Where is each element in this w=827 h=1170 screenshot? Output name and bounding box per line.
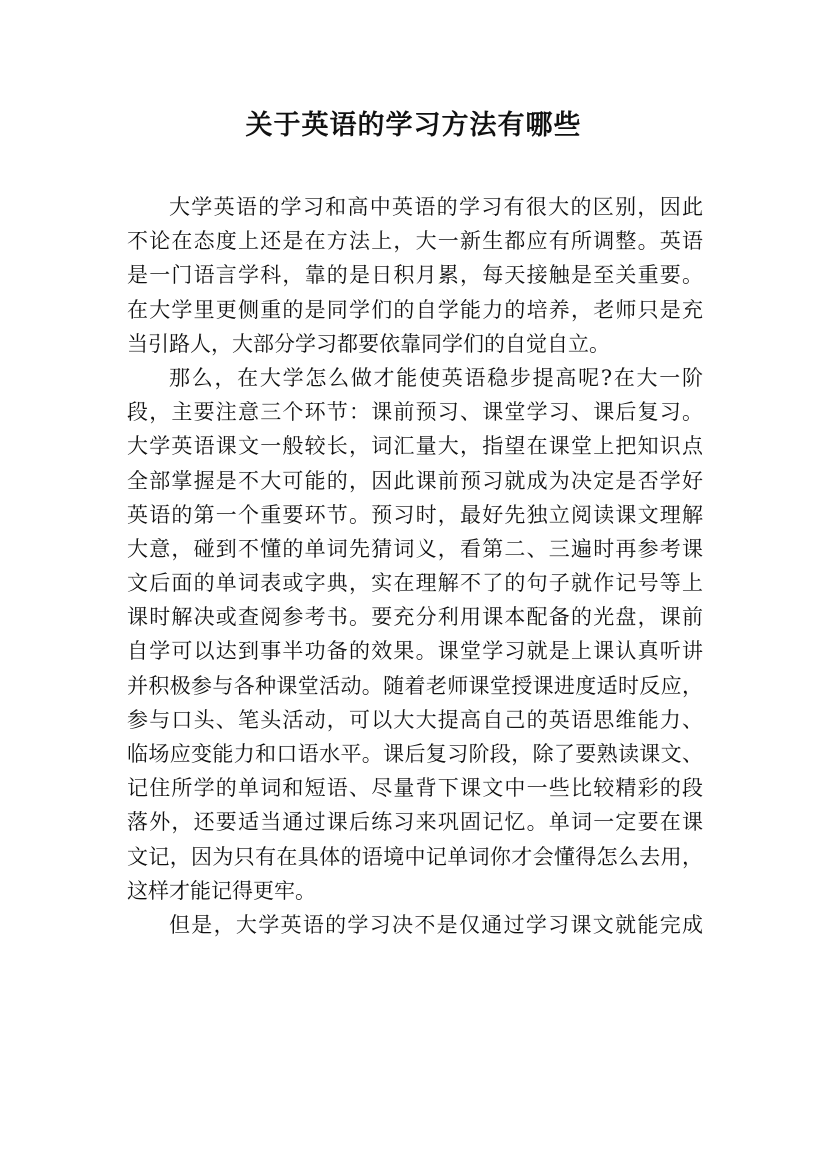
text-line: 落外，还要适当通过课后练习来巩固记忆。单词一定要在课 [127,810,703,835]
text-line: 当引路人，大部分学习都要依靠同学们的自觉自立。 [127,331,610,356]
text-line: 大学英语的学习和高中英语的学习有很大的区别，因此 [169,195,703,219]
text-line: 文后面的单词表或字典，实在理解不了的句子就作记号等上 [127,571,703,596]
text-line: 英语的第一个重要环节。预习时，最好先独立阅读课文理解 [127,502,703,527]
text-line: 参与口头、笔头活动，可以大大提高自己的英语思维能力、 [127,707,703,732]
text-line: 但是，大学英语的学习决不是仅通过学习课文就能完成 [169,912,703,937]
text-line: 那么，在大学怎么做才能使英语稳步提高呢?在大一阶 [169,365,703,390]
text-line: 大学英语课文一般较长，词汇量大，指望在课堂上把知识点 [127,434,703,459]
text-line: 记住所学的单词和短语、尽量背下课文中一些比较精彩的段 [127,776,703,801]
text-line: 文记，因为只有在具体的语境中记单词你才会懂得怎么去用， [127,844,703,869]
page-title: 关于英语的学习方法有哪些 [245,110,582,141]
text-line: 不论在态度上还是在方法上，大一新生都应有所调整。英语 [127,229,703,254]
text-line: 并积极参与各种课堂活动。随着老师课堂授课进度适时反应， [127,673,703,698]
text-line: 临场应变能力和口语水平。课后复习阶段，除了要熟读课文、 [127,742,703,766]
text-line: 大意，碰到不懂的单词先猜词义，看第二、三遍时再参考课 [127,536,703,561]
text-line: 这样才能记得更牢。 [127,878,316,903]
text-line: 全部掌握是不大可能的，因此课前预习就成为决定是否学好 [127,468,703,493]
article-body [127,190,703,942]
text-line: 在大学里更侧重的是同学们的自学能力的培养，老师只是充 [127,297,703,322]
text-line: 段，主要注意三个环节：课前预习、课堂学习、课后复习。 [127,400,703,425]
text-line: 是一门语言学科，靠的是日积月累，每天接触是至关重要。 [127,263,703,288]
text-line: 自学可以达到事半功备的效果。课堂学习就是上课认真听讲 [127,639,703,664]
text-line: 课时解决或查阅参考书。要充分利用课本配备的光盘，课前 [127,605,703,630]
